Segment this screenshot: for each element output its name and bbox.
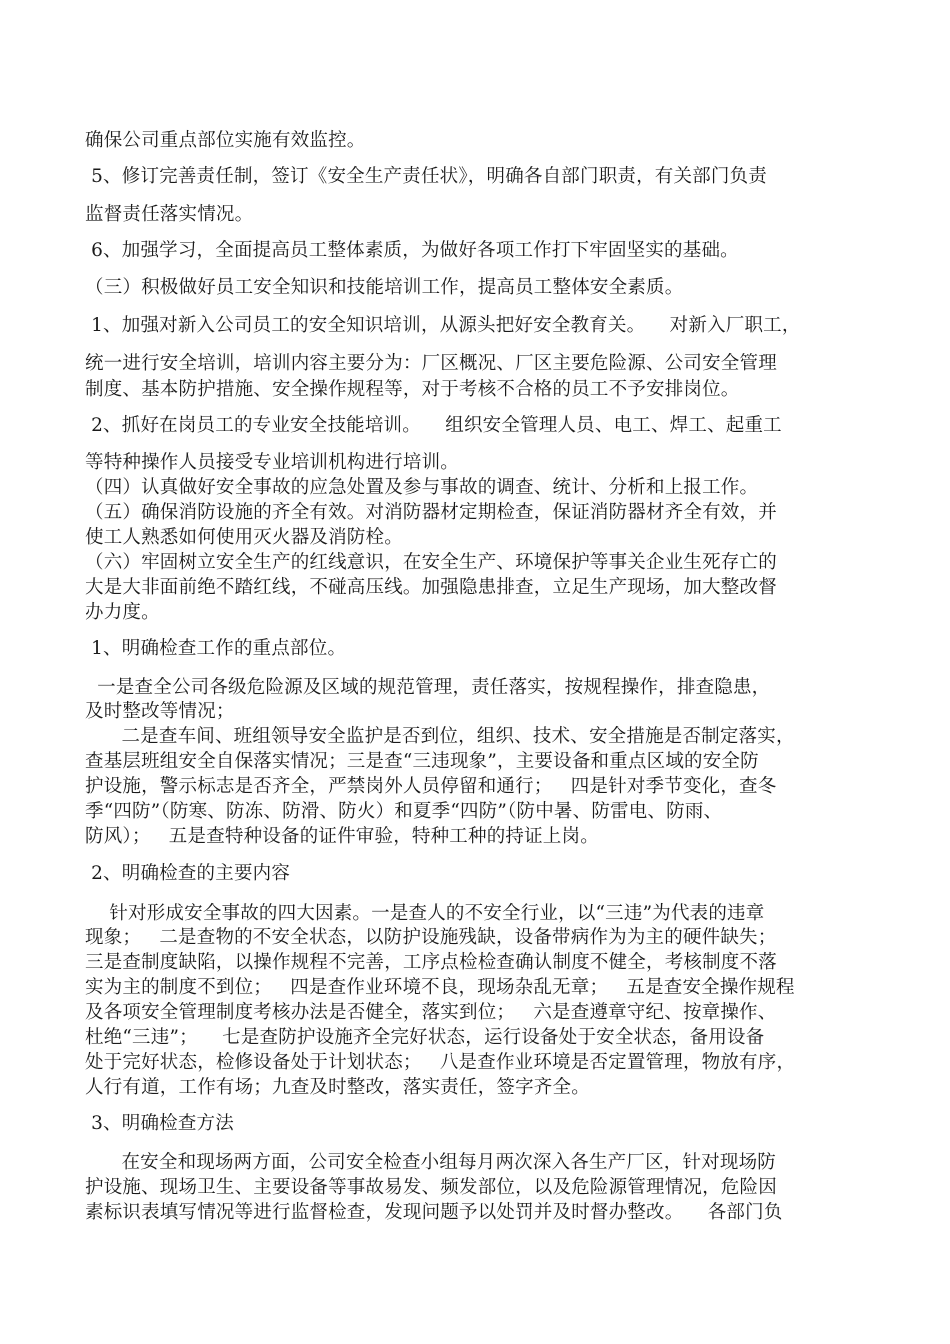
text-line: 季“四防”（防寒、防冻、防滑、防火）和夏季“四防”（防中暑、防雷电、防雨、	[85, 801, 723, 822]
text-line: 针对形成安全事故的四大因素。一是查人的不安全行业，以“三违”为代表的违章	[85, 903, 765, 924]
text-line: 1、加强对新入公司员工的安全知识培训，从源头把好安全教育关。 对新入厂职工，	[85, 315, 801, 336]
text-line: 制度、基本防护措施、安全操作规程等，对于考核不合格的员工不予安排岗位。	[85, 379, 740, 400]
text-line: 处于完好状态，检修设备处于计划状态； 八是查作业环境是否定置管理，物放有序，	[85, 1052, 796, 1073]
text-line: 3、明确检查方法	[85, 1113, 234, 1134]
section-heading: （六）牢固树立安全生产的红线意识，在安全生产、环境保护等事关企业生死存亡的	[85, 552, 777, 573]
text-line: 现象； 二是查物的不安全状态，以防护设施残缺，设备带病作为为主的硬件缺失；	[85, 927, 777, 948]
text-line: 统一进行安全培训，培训内容主要分为：厂区概况、厂区主要危险源、公司安全管理	[85, 353, 777, 374]
text-line: 及时整改等情况；	[85, 701, 235, 722]
text-line: 查基层班组安全自保落实情况；三是查“三违现象”，主要设备和重点区域的安全防	[85, 751, 759, 772]
text-line: 使工人熟悉如何使用灭火器及消防栓。	[85, 527, 403, 548]
text-line: 二是查车间、班组领导安全监护是否到位，组织、技术、安全措施是否制定落实，	[85, 726, 795, 747]
text-line: 人行有道，工作有场；九查及时整改，落实责任，签字齐全。	[85, 1077, 590, 1098]
text-line: 等特种操作人员接受专业培训机构进行培训。	[85, 452, 460, 473]
text-line: 在安全和现场两方面，公司安全检查小组每月两次深入各生产厂区，针对现场防	[85, 1152, 776, 1173]
text-line: 一是查全公司各级危险源及区域的规范管理，责任落实，按规程操作，排查隐患，	[85, 677, 771, 698]
text-line: 确保公司重点部位实施有效监控。	[85, 130, 366, 151]
section-heading: （四）认真做好安全事故的应急处置及参与事故的调查、统计、分析和上报工作。	[85, 477, 759, 498]
text-line: 护设施、现场卫生、主要设备等事故易发、频发部位，以及危险源管理情况，危险因	[85, 1177, 777, 1198]
section-heading: （五）确保消防设施的齐全有效。对消防器材定期检查，保证消防器材齐全有效，并	[85, 502, 777, 523]
text-line: 及各项安全管理制度考核办法是否健全，落实到位； 六是查遵章守纪、按章操作、	[85, 1002, 777, 1023]
text-line: 护设施，警示标志是否齐全，严禁岗外人员停留和通行； 四是针对季节变化，查冬	[85, 776, 777, 797]
text-line: 2、抓好在岗员工的专业安全技能培训。 组织安全管理人员、电工、焊工、起重工	[85, 415, 782, 436]
text-line: 5、修订完善责任制，签订《安全生产责任状》，明确各自部门职责，有关部门负责	[85, 166, 768, 187]
text-line: 三是查制度缺陷，以操作规程不完善，工序点检检查确认制度不健全，考核制度不落	[85, 952, 777, 973]
text-line: 素标识表填写情况等进行监督检查，发现问题予以处罚并及时督办整改。 各部门负	[85, 1202, 783, 1223]
text-line: 大是大非面前绝不踏红线，不碰高压线。加强隐患排查，立足生产现场，加大整改督	[85, 577, 777, 598]
text-line: 实为主的制度不到位； 四是查作业环境不良，现场杂乱无章； 五是查安全操作规程	[85, 977, 795, 998]
text-line: 监督责任落实情况。	[85, 204, 254, 225]
text-line: 2、明确检查的主要内容	[85, 863, 291, 884]
text-line: 防风）； 五是查特种设备的证件审验，特种工种的持证上岗。	[85, 826, 599, 847]
section-heading: （三）积极做好员工安全知识和技能培训工作，提高员工整体安全素质。	[85, 277, 684, 298]
text-line: 办力度。	[85, 602, 160, 623]
text-line: 杜绝“三违”； 七是查防护设施齐全完好状态，运行设备处于安全状态，备用设备	[85, 1027, 765, 1048]
text-line: 6、加强学习，全面提高员工整体素质，为做好各项工作打下牢固坚实的基础。	[85, 240, 739, 261]
text-line: 1、明确检查工作的重点部位。	[85, 638, 347, 659]
